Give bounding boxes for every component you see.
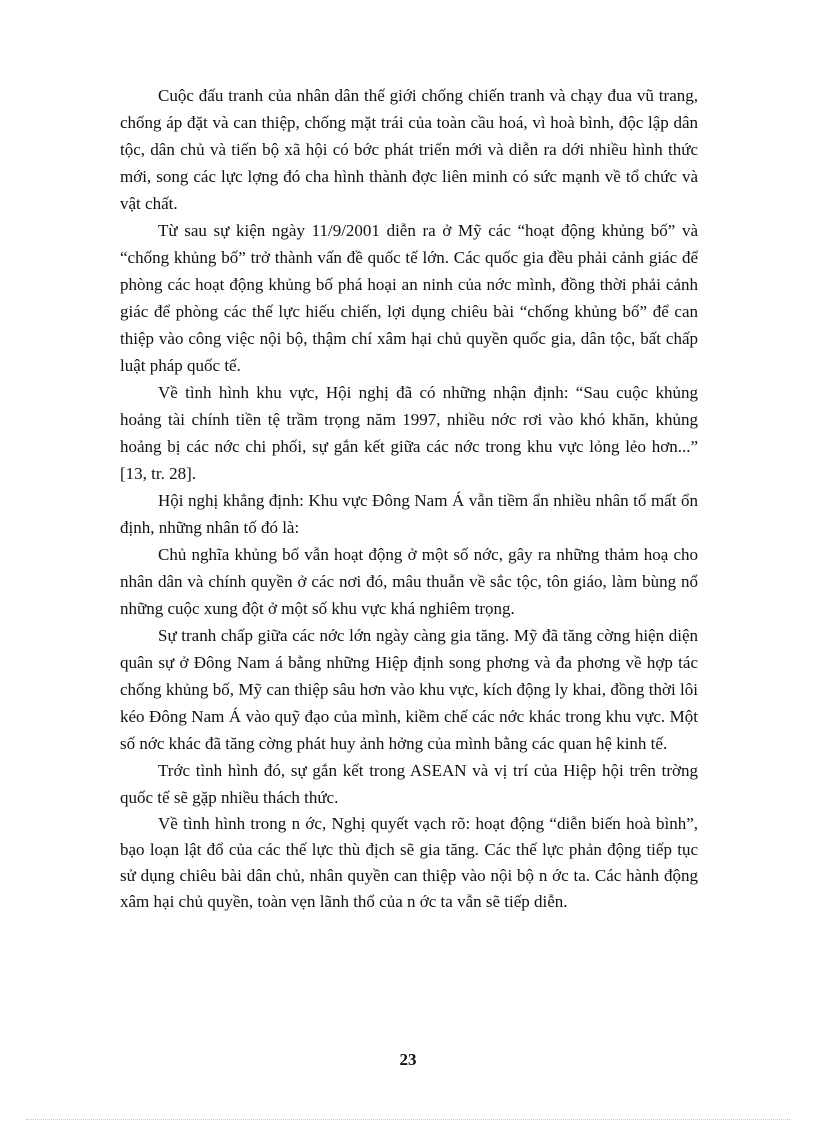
paragraph: Hội nghị khẳng định: Khu vực Đông Nam Á vẫn tiềm ẩn nhiều nhân tố mất ổn định, những nhân tố đó là:	[120, 491, 698, 537]
page-number: 23	[399, 1050, 417, 1069]
paragraph: Cuộc đấu tranh của nhân dân thế giới chống chiến tranh và chạy đua vũ trang, chống áp đặt và can thiệp, chống mặt trái của toàn cầu hoá, vì hoà bình, độc lập dân tộc, dân chủ và tiến bộ xã hội có bớc phát triển mới và diễn ra dới nhiều hình thức mới, song các lực lợng đó cha hình thành đợc liên minh có sức mạnh về tổ chức và vật chất.	[120, 86, 698, 213]
paragraph: Trớc tình hình đó, sự gắn kết trong ASEAN và vị trí của Hiệp hội trên trờng quốc tế sẽ gặp nhiều thách thức.	[120, 761, 698, 807]
paragraph: Từ sau sự kiện ngày 11/9/2001 diễn ra ở Mỹ các “hoạt động khủng bố” và “chống khủng bố” trở thành vấn đề quốc tế lớn. Các quốc gia đều phải cảnh giác để phòng các hoạt động khủng bố phá hoại an ninh của nớc mình, đồng thời phải cảnh giác để phòng các thế lực hiếu chiến, lợi dụng chiêu bài “chống khủng bố” để can thiệp vào công việc nội bộ, thậm chí xâm hại chủ quyền quốc gia, dân tộc, bất chấp luật pháp quốc tế.	[120, 221, 698, 375]
paragraph: Sự tranh chấp giữa các nớc lớn ngày càng gia tăng. Mỹ đã tăng cờng hiện diện quân sự ở Đông Nam á bằng những Hiệp định song phơng và đa phơng về hợp tác chống khủng bố, Mỹ can thiệp sâu hơn vào khu vực, kích động ly khai, đồng thời lôi kéo Đông Nam Á vào quỹ đạo của mình, kiềm chế các nớc khác trong khu vực. Một số nớc khác đã tăng cờng phát huy ảnh hởng của mình bằng các quan hệ kinh tế.	[120, 626, 698, 753]
paragraph: Chủ nghĩa khủng bố vẫn hoạt động ở một số nớc, gây ra những thảm hoạ cho nhân dân và chính quyền ở các nơi đó, mâu thuẫn về sắc tộc, tôn giáo, làm bùng nổ những cuộc xung đột ở một số khu vực khá nghiêm trọng.	[120, 545, 698, 618]
paragraph: Về tình hình khu vực, Hội nghị đã có những nhận định: “Sau cuộc khủng hoảng tài chính tiền tệ trầm trọng năm 1997, nhiều nớc rơi vào khó khăn, khủng hoảng bị các nớc chi phối, sự gắn kết giữa các nớc trong khu vực lỏng lẻo hơn...” [13, tr. 28].	[120, 383, 698, 483]
page-bottom-divider	[26, 1119, 790, 1120]
body-text	[120, 82, 698, 915]
paragraph: Về tình hình trong n ớc, Nghị quyết vạch rõ: hoạt động “diễn biến hoà bình”, bạo loạn lật đổ của các thế lực thù địch sẽ gia tăng. Các thế lực phản động tiếp tục sử dụng chiêu bài dân chủ, nhân quyền can thiệp vào nội bộ n ớc ta. Các hành động xâm hại chủ quyền, toàn vẹn lãnh thổ của n ớc ta vẫn sẽ tiếp diễn.	[120, 814, 698, 911]
